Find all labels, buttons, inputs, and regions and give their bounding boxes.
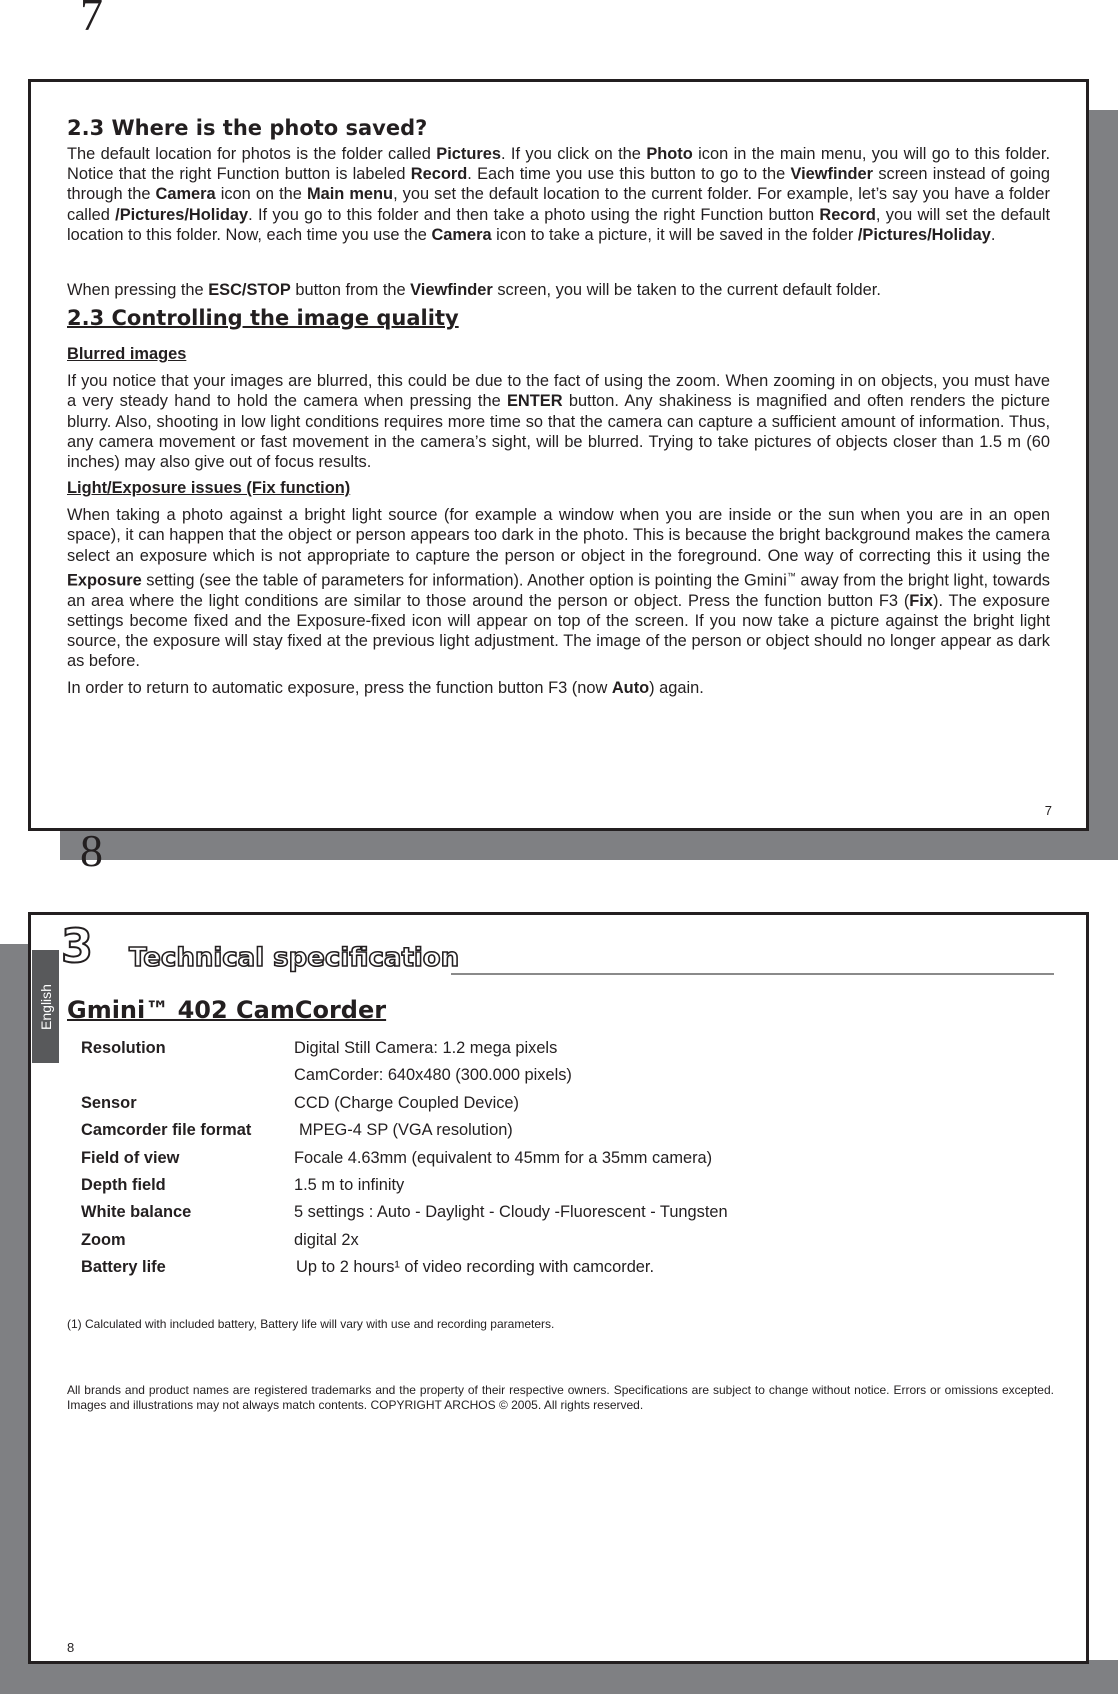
text-run: When taking a photo against a bright light source (for example a window when you are inside or the sun when you are in an open space), it can happen that the object or person appears too dark in the photo. This is because the bright background makes the camera select an exposure which is not appropriate to capture the person or object in the foreground. One way of correcting this it using the [67,506,1050,565]
paragraph-default-location [67,144,1050,245]
bold-term: /Pictures/Holiday [857,225,991,244]
spec-value: Focale 4.63mm (equivalent to 45mm for a 35mm camera) [294,1148,713,1167]
bold-term: Exposure [67,571,142,590]
text-run: button from the [290,281,411,300]
battery-footnote: (1) Calculated with included battery, Battery life will vary with use and recording parameters. [67,1317,555,1331]
language-tab [32,950,59,1063]
bold-term: Camera [155,185,216,204]
bold-term: Pictures [436,145,501,163]
page-number-7: 7 [80,0,103,40]
chapter-title: Technical specification [129,943,460,973]
text-run: In order to return to automatic exposure, press the function button F3 (now [67,679,612,698]
paragraph-light-exposure [67,505,1050,671]
bold-term: Viewfinder [790,165,874,184]
bold-term: Auto [611,679,650,698]
text-run: setting (see the table of parameters for information). Another option is pointing the Gmini [141,571,787,590]
text-run: screen instead of going through the [67,165,1050,204]
text-run: . [990,225,996,244]
language-label: English [37,983,54,1030]
page-shadow-bottom [0,1660,1118,1694]
spec-value: Up to 2 hours¹ of video recording with camcorder. [296,1258,655,1277]
text-run: , you will set the default location to this folder. Now, each time you use the [67,205,1051,244]
paragraph-esc-stop [67,280,1050,300]
bold-term: /Pictures/Holiday [115,205,249,224]
bold-term: Main menu [306,185,394,204]
spec-value: digital 2x [294,1230,359,1249]
subheading-light-exposure: Light/Exposure issues (Fix function) [67,479,351,498]
chapter-rule [451,973,1054,975]
spec-label: Resolution [81,1039,166,1057]
spec-label: Sensor [81,1093,137,1112]
spec-label: Battery life [81,1258,166,1277]
bold-term: ENTER [506,392,563,411]
spec-label: Zoom [81,1230,126,1249]
text-run: When pressing the [67,281,209,300]
text-run: icon in the main menu, you will go to this folder. Notice that the right Function button is labeled [67,145,1051,184]
trademark-mark: ™ [786,570,796,581]
text-run: button. Any shakiness is magnified and often renders the picture blurry. Also, shooting in low light conditions requires more time so that the camera can capture a sufficient amount of information. Thus, any camera movement or fast movement in the camera’s sight, will be blurred. Trying to take pictures of objects closer than 1.5 m (60 inches) may also give out of focus results. [67,392,1050,472]
text-run: , you set the default location to the current folder. For example, let’s say you have a folder called [67,185,1051,224]
paragraph-auto-exposure [67,678,1050,698]
section-title-photo-saved: 2.3 Where is the photo saved? [67,116,428,140]
legal-notice: All brands and product names are registered trademarks and the property of their respective owners. Specifications are subject to change without notice. Errors or omissions excepted. Images and illustrations may not always match contents. COPYRIGHT ARCHOS © 2005. All rights reserved. [67,1383,1054,1412]
text-run: If you notice that your images are blurred, this could be due to the fact of using the zoom. When zooming in on objects, you must have a very steady hand to hold the camera when pressing the [67,372,1050,411]
text-run: The default location for photos is the folder called [67,145,437,163]
spec-value: CamCorder: 640x480 (300.000 pixels) [294,1066,572,1085]
spec-label: White balance [81,1203,192,1222]
text-run: icon to take a picture, it will be saved in the folder [491,225,858,244]
footer-page-number: 8 [67,1640,75,1655]
spec-value: 5 settings : Auto - Daylight - Cloudy -Fluorescent - Tungsten [294,1203,728,1222]
page-7-panel [28,79,1089,831]
product-title: Gmini™ 402 CamCorder [67,996,387,1024]
footer-page-number: 7 [1044,803,1052,818]
spec-value: MPEG-4 SP (VGA resolution) [299,1121,513,1140]
bold-term: Viewfinder [410,281,493,300]
section-title-image-quality: 2.3 Controlling the image quality [67,306,459,331]
text-run: screen, you will be taken to the current default folder. [492,281,881,300]
spec-label: Camcorder file format [81,1121,252,1140]
text-run: . Each time you use this button to go to the [467,165,791,184]
subheading-blurred-images: Blurred images [67,345,187,364]
spec-value: 1.5 m to infinity [294,1175,405,1194]
paragraph-blurred-images [67,371,1050,472]
bold-term: Photo [646,145,693,163]
spec-label: Field of view [81,1148,180,1167]
text-run: away from the bright light, towards an area where the light conditions are similar to those around the person or object. Press the function button F3 ( [67,571,1051,610]
text-run: icon on the [215,185,307,204]
text-run: ) again. [649,679,704,698]
bold-term: Camera [431,225,492,244]
bold-term: Record [819,205,876,224]
page-8-panel [28,912,1089,1664]
spec-value: Digital Still Camera: 1.2 mega pixels [294,1039,558,1057]
text-run: . If you click on the [500,145,647,163]
spec-label: Depth field [81,1175,166,1194]
page-number-8: 8 [80,825,103,876]
bold-term: ESC/STOP [208,281,291,300]
page-shadow-bottom-left [0,944,30,1694]
chapter-number: 3 [61,919,94,973]
spec-value: CCD (Charge Coupled Device) [294,1093,520,1112]
text-run: . If you go to this folder and then take a photo using the right Function button [248,205,820,224]
text-run: ). The exposure settings become fixed and the Exposure-fixed icon will appear on top of the screen. If you now take a picture against the bright light source, the exposure will stay fixed at the previous light adjustment. The image of the person or object should no longer appear as dark as before. [67,591,1050,671]
bold-term: Record [410,165,468,184]
bold-term: Fix [909,591,933,610]
